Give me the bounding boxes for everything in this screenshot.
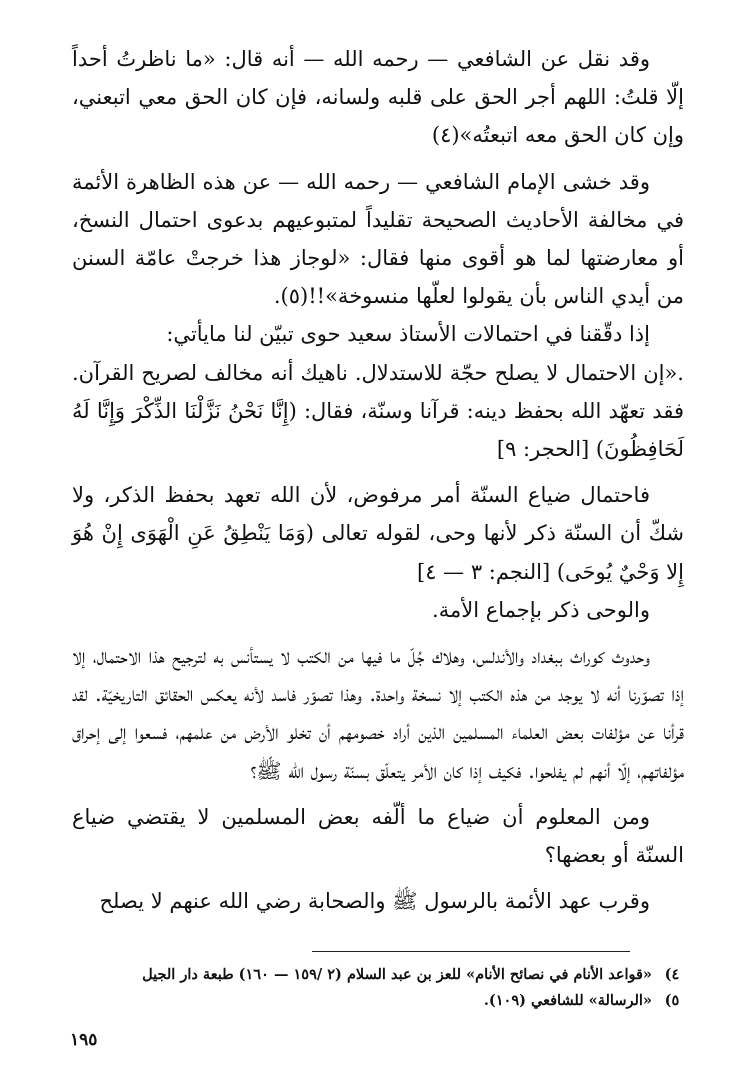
main-text [72,40,684,920]
paragraph-2: وقد خشى الإمام الشافعي — رحمه الله — عن هذه الظاهرة الأئمة في مخالفة الأحاديث الصحيحة تقليداً لمتبوعيهم بدعوى احتمال النسخ، أو معارضتها لما هو أقوى منها فقال: «لوجاز هذا خرجتْ عامّة السنن من أيدي الناس بأن يقولوا لعلّها منسوخة»!!(٥). [72,169,684,309]
footnote-divider [312,951,630,952]
footnote-5 [60,988,692,1014]
paragraph-7: وحدوث كوراث ببغداد والأندلس، وهلاك جُلّ ما فيها من الكتب لا يستأنس به لترجيح هذا الاحتمال، إلا إذا تصوّرنا أنه لا يوجد من هذه الكتب إلا نسخة واحدة. وهذا تصوّر فاسد لأنه يعكس الحقائق التاريخيّة. لقد قرأنا عن مؤلفات بعض العلماء المسلمين الذين أراد خصومهم أن تخلو الأرض من علمهم، فسعوا إلى إحراق مؤلفاتهم، إلّا أنهم لم يفلحوا. فكيف إذا كان الأمر يتعلّق بسنّة رسول الله ﷺ؟ [72,644,684,783]
footnote-number: ٥) [664,992,680,1009]
footnote-text: «قواعد الأنام في نصائح الأنام» للعز بن عبد السلام (٢ /١٥٩ — ١٦٠) طبعة دار الجيل [142,966,652,983]
paragraph-1: وقد نقل عن الشافعي — رحمه الله — أنه قال: «ما ناظرتُ أحداً إلّا قلتُ: اللهم أجر الحق على قلبه ولسانه، فإن كان الحق معي اتبعني، وإن كان الحق معه اتبعتُه»(٤) [72,47,684,148]
footnote-number: ٤) [664,966,680,983]
paragraph-4-quote: .«إن الاحتمال لا يصلح حجّة للاستدلال. ناهيك أنه مخالف لصريح القرآن. فقد تعهّد الله بحفظ دينه: قرآنا وسنّة، فقال: (إِنَّا نَحْنُ نَزَّلْنَا الذِّكْرَ وَإِنَّا لَهُ لَحَافِظُونَ) [الحجر: ٩] [72,360,684,462]
footnotes [60,962,692,1014]
footnote-4 [60,962,692,988]
paragraph-9: وقرب عهد الأئمة بالرسول ﷺ والصحابة رضي الله عنهم لا يصلح [99,889,650,914]
footnote-text: «الرسالة» للشافعي (١٠٩). [483,992,652,1009]
paragraph-3: إذا دقّقنا في احتمالات الأستاذ سعيد حوى تبيّن لنا مايأتي: [166,322,650,347]
paragraph-6: والوحى ذكر بإجماع الأمة. [432,597,650,622]
page-number: ١٩٥ [70,1030,98,1050]
paragraph-8: ومن المعلوم أن ضياع ما ألّفه بعض المسلمين لا يقتضي ضياع السنّة أو بعضها؟ [72,804,684,868]
paragraph-5: فاحتمال ضياع السنّة أمر مرفوض، لأن الله تعهد بحفظ الذكر، ولا شكّ أن السنّة ذكر لأنها وحى، لقوله تعالى (وَمَا يَنْطِقُ عَنِ الْهَوَى إِنْ هُوَ إِلا وَحْيٌ يُوحَى) [النجم: ٣ — ٤] [72,483,684,584]
